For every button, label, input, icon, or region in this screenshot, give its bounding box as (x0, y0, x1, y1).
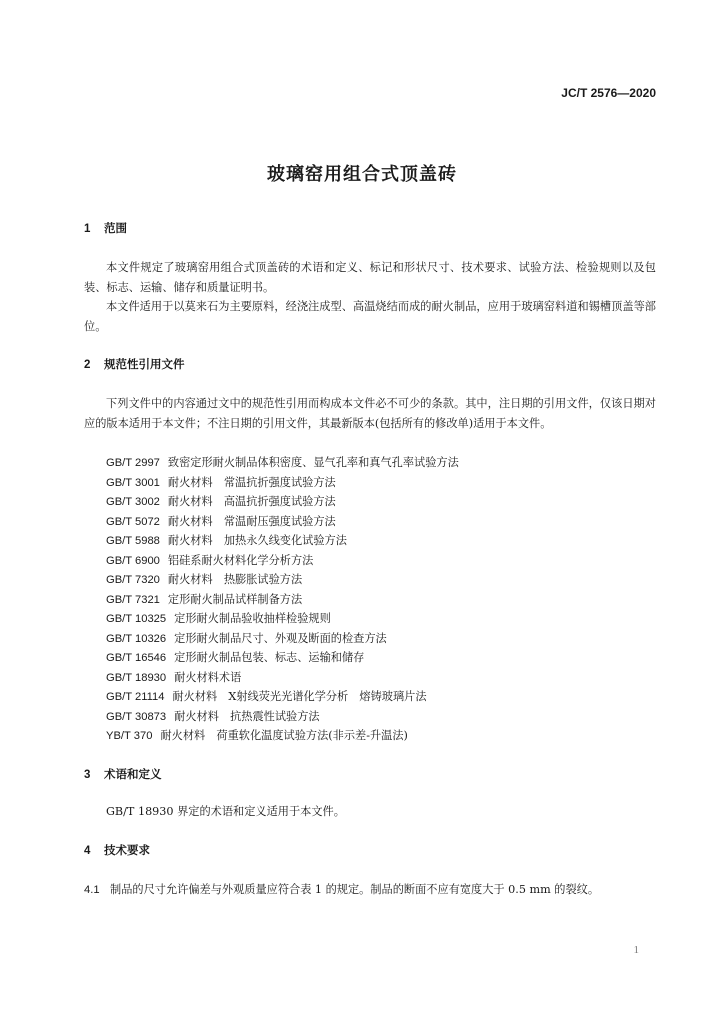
reference-item (106, 668, 666, 688)
reference-title: 致密定形耐火制品体积密度、显气孔率和真气孔率试验方法 (167, 456, 459, 469)
reference-title: 定形耐火制品包装、标志、运输和储存 (174, 651, 365, 664)
reference-item (106, 453, 666, 473)
reference-code: YB/T 370 (106, 730, 153, 742)
section-heading-tech (84, 842, 150, 858)
scope-paragraph-1: 本文件规定了玻璃窑用组合式顶盖砖的术语和定义、标记和形状尺寸、技术要求、试验方法、检验规则以及包装、标志、运输、储存和质量证明书。 (84, 261, 656, 294)
reference-item (106, 512, 666, 532)
reference-code: GB/T 7320 (106, 574, 160, 586)
reference-code: GB/T 2997 (106, 457, 160, 469)
reference-code: GB/T 3001 (106, 476, 160, 489)
section-number: 3 (84, 769, 91, 781)
reference-title: 铝硅系耐火材料化学分析方法 (167, 553, 314, 567)
reference-title: 耐火材料术语 (174, 670, 242, 684)
section-heading-terms (84, 766, 162, 782)
document-title: 玻璃窑用组合式顶盖砖 (267, 164, 457, 185)
reference-item (106, 726, 666, 746)
reference-title: 耐火材料 加热永久线变化试验方法 (167, 534, 347, 547)
reference-code: GB/T 30873 (106, 710, 167, 723)
reference-item (106, 629, 666, 649)
reference-title: 定形耐火制品尺寸、外观及断面的检查方法 (174, 631, 387, 645)
reference-code: GB/T 6900 (106, 554, 160, 567)
reference-item (106, 492, 666, 512)
section-title: 技术要求 (104, 843, 150, 857)
reference-code: GB/T 7321 (106, 593, 160, 606)
reference-title: 耐火材料 常温耐压强度试验方法 (167, 514, 336, 528)
section-title: 术语和定义 (104, 767, 162, 781)
reference-title: 耐火材料 荷重软化温度试验方法(非示差-升温法) (160, 729, 408, 742)
section-number: 2 (84, 359, 91, 371)
reference-item (106, 707, 666, 727)
clause-4-1 (84, 880, 656, 901)
reference-code: GB/T 3002 (106, 496, 160, 508)
reference-code: GB/T 10326 (106, 632, 167, 645)
reference-code: GB/T 5988 (106, 535, 160, 547)
reference-code: GB/T 16546 (106, 652, 167, 664)
clause-number: 4.1 (84, 884, 100, 896)
reference-title: 定形耐火制品验收抽样检验规则 (174, 612, 331, 625)
normative-intro: 下列文件中的内容通过文中的规范性引用而构成本文件必不可少的条款。其中，注日期的引用文件，仅该日期对应的版本适用于本文件；不注日期的引用文件，其最新版本(包括所有的修改单)适用于本文件。 (84, 397, 656, 430)
reference-item (106, 531, 666, 551)
reference-code: GB/T 18930 (106, 671, 167, 684)
reference-item (106, 687, 666, 707)
section-number: 4 (84, 845, 91, 857)
reference-item (106, 473, 666, 493)
terms-paragraph: GB/T 18930 界定的术语和定义适用于本文件。 (106, 805, 345, 818)
standard-code: JC/T 2576—2020 (561, 86, 656, 100)
section-heading-scope (84, 220, 127, 236)
section-heading-normative (84, 356, 185, 372)
reference-code: GB/T 5072 (106, 515, 160, 528)
reference-code: GB/T 10325 (106, 613, 167, 625)
reference-code: GB/T 21114 (106, 691, 165, 703)
reference-item (106, 551, 666, 571)
reference-title: 耐火材料 高温抗折强度试验方法 (167, 495, 336, 508)
clause-text: 制品的尺寸允许偏差与外观质量应符合表 1 的规定。制品的断面不应有宽度大于 0.5 mm 的裂纹。 (110, 883, 600, 896)
section-title: 规范性引用文件 (104, 357, 185, 371)
reference-item (106, 609, 666, 629)
section-number: 1 (84, 223, 91, 235)
reference-item (106, 570, 666, 590)
reference-title: 定形耐火制品试样制备方法 (167, 592, 303, 606)
reference-item (106, 648, 666, 668)
section-title: 范围 (104, 221, 127, 235)
reference-item (106, 590, 666, 610)
reference-list (106, 453, 666, 746)
reference-title: 耐火材料 热膨胀试验方法 (167, 573, 303, 586)
page-number: 1 (633, 944, 639, 956)
scope-paragraph-2: 本文件适用于以莫来石为主要原料，经浇注成型、高温烧结而成的耐火制品，应用于玻璃窑料道和锡槽顶盖等部位。 (84, 300, 656, 333)
reference-title: 耐火材料 抗热震性试验方法 (174, 709, 320, 723)
reference-title: 耐火材料 X射线荧光光谱化学分析 熔铸玻璃片法 (172, 690, 427, 703)
reference-title: 耐火材料 常温抗折强度试验方法 (167, 475, 336, 489)
